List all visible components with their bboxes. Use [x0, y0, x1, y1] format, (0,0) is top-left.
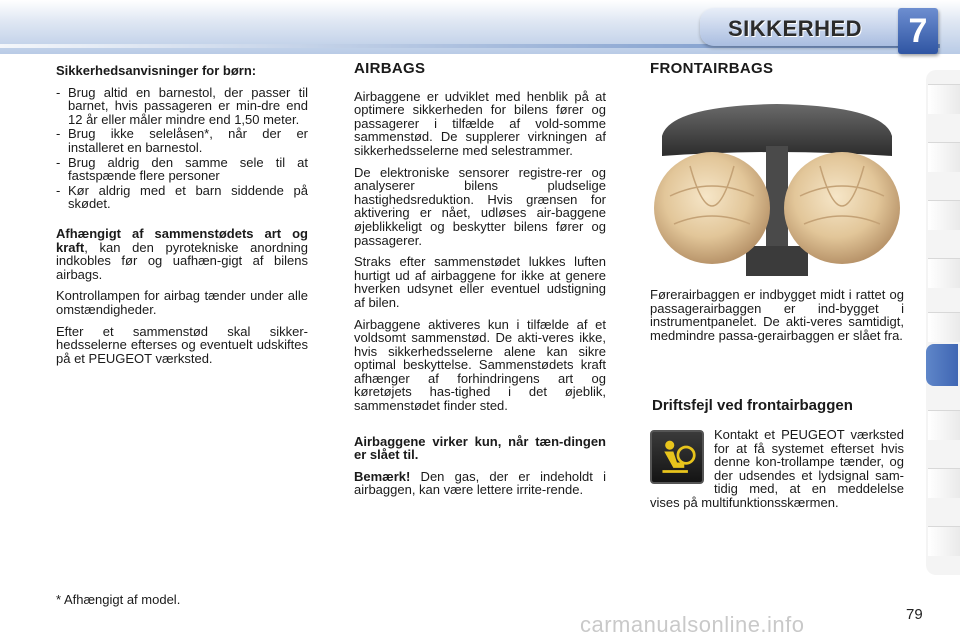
side-tab[interactable]: [928, 526, 960, 556]
side-tab[interactable]: [928, 258, 960, 288]
pyrotechnic-text: , kan den pyrotekniske anordning indkobles før og uafhæn-gigt af bilens airbags.: [56, 239, 308, 282]
child-safety-column: [56, 64, 308, 373]
fault-text: Kontakt et PEUGEOT værksted for at få systemet efterset hvis denne kon-trollampe tænder, og der udsendes et lydsignal sam-tidig med, at en meddelelse vises på multifunktionsskærmen.: [650, 427, 904, 510]
side-tab[interactable]: [928, 142, 960, 172]
airbags-title: AIRBAGS: [354, 60, 426, 77]
child-safety-list: [56, 86, 308, 211]
paragraph: De elektroniske sensorer registre-rer og analyserer bilens pludselige hastighedsreduktion. Hvis grænsen for aktivering er nået, udløses air-baggene øjeblikkeligt og beskytter bilens fører og passagerer.: [354, 164, 606, 248]
fault-block: [650, 428, 904, 510]
remark-paragraph: [354, 470, 606, 497]
paragraph: Airbaggene er udviklet med henblik på at optimere sikkerheden for bilens fører og passagerer i tilfælde af vold-somme sammenstød. De supplerer virkningen af sikkerhedsselerne med selestrammer.: [354, 88, 606, 158]
paragraph: Straks efter sammenstødet lukkes luften hurtigt ud af airbaggene for ikke at genere hverken udsynet eller eventuel udstigning af bilen.: [354, 254, 606, 310]
pyrotechnic-paragraph: [56, 227, 308, 281]
fault-title: Driftsfejl ved frontairbaggen: [652, 397, 853, 414]
side-tab[interactable]: [928, 410, 960, 440]
watermark: carmanualsonline.info: [580, 612, 805, 637]
frontairbags-column: [650, 62, 904, 90]
child-safety-heading: Sikkerhedsanvisninger for børn:: [56, 63, 257, 78]
belt-inspection-paragraph: Efter et sammenstød skal sikker-hedsselerne efterses og eventuelt udskiftes på et PEUGEOT værksted.: [56, 323, 308, 366]
side-tab[interactable]: [928, 200, 960, 230]
pyrotechnic-bold: Afhængigt af sammenstødets art og kraft: [56, 225, 308, 255]
footnote: * Afhængigt af model.: [56, 592, 181, 607]
list-item: - Brug ikke selelåsen*, når der er installeret en barnestol.: [56, 127, 308, 154]
remark-text: Den gas, der er indeholdt i airbaggen, kan være lettere irrite-rende.: [354, 468, 606, 498]
remark-label: Bemærk!: [354, 468, 411, 484]
frontairbags-description: [650, 288, 904, 350]
list-item: - Brug aldrig den samme sele til at fastspænde flere personer: [56, 156, 308, 183]
side-tab[interactable]: [928, 468, 960, 498]
paragraph: Førerairbaggen er indbygget midt i rattet og passagerairbaggen er ind-bygget i instrumentpanelet. De akti-veres samtidigt, medmindre passa-gerairbaggen er slået fra.: [650, 287, 904, 343]
chapter-number-box: [898, 8, 938, 54]
side-tab-active[interactable]: [926, 344, 958, 386]
page-number: 79: [906, 606, 923, 623]
side-tab[interactable]: [928, 312, 960, 342]
airbag-warning-icon: [650, 430, 704, 484]
airbags-column: [354, 62, 606, 505]
list-item: - Brug altid en barnestol, der passer til barnet, hvis passageren er min-dre end 12 år eller måler mindre end 1,50 meter.: [56, 86, 308, 127]
warning-lamp-paragraph: Kontrollampen for airbag tænder under alle omstændigheder.: [56, 288, 308, 317]
frontairbags-title: FRONTAIRBAGS: [650, 60, 774, 77]
list-item: - Kør aldrig med et barn siddende på skødet.: [56, 184, 308, 211]
chapter-number: 7: [908, 12, 928, 50]
chapter-title: SIKKERHED: [728, 16, 863, 41]
airbag-photo: [650, 96, 904, 276]
ignition-note: Airbaggene virker kun, når tæn-dingen er slået til.: [354, 433, 606, 463]
paragraph: Airbaggene aktiveres kun i tilfælde af et voldsomt sammenstød. De akti-veres ikke, hvis sikkerhedsselerne alene kan sikre optimal beskyttelse. Sammenstødets kraft afhænger af forhindringens art og køretøjets has-tighed i det øjeblik, sammenstødet finder sted.: [354, 316, 606, 414]
side-tab[interactable]: [928, 84, 960, 114]
